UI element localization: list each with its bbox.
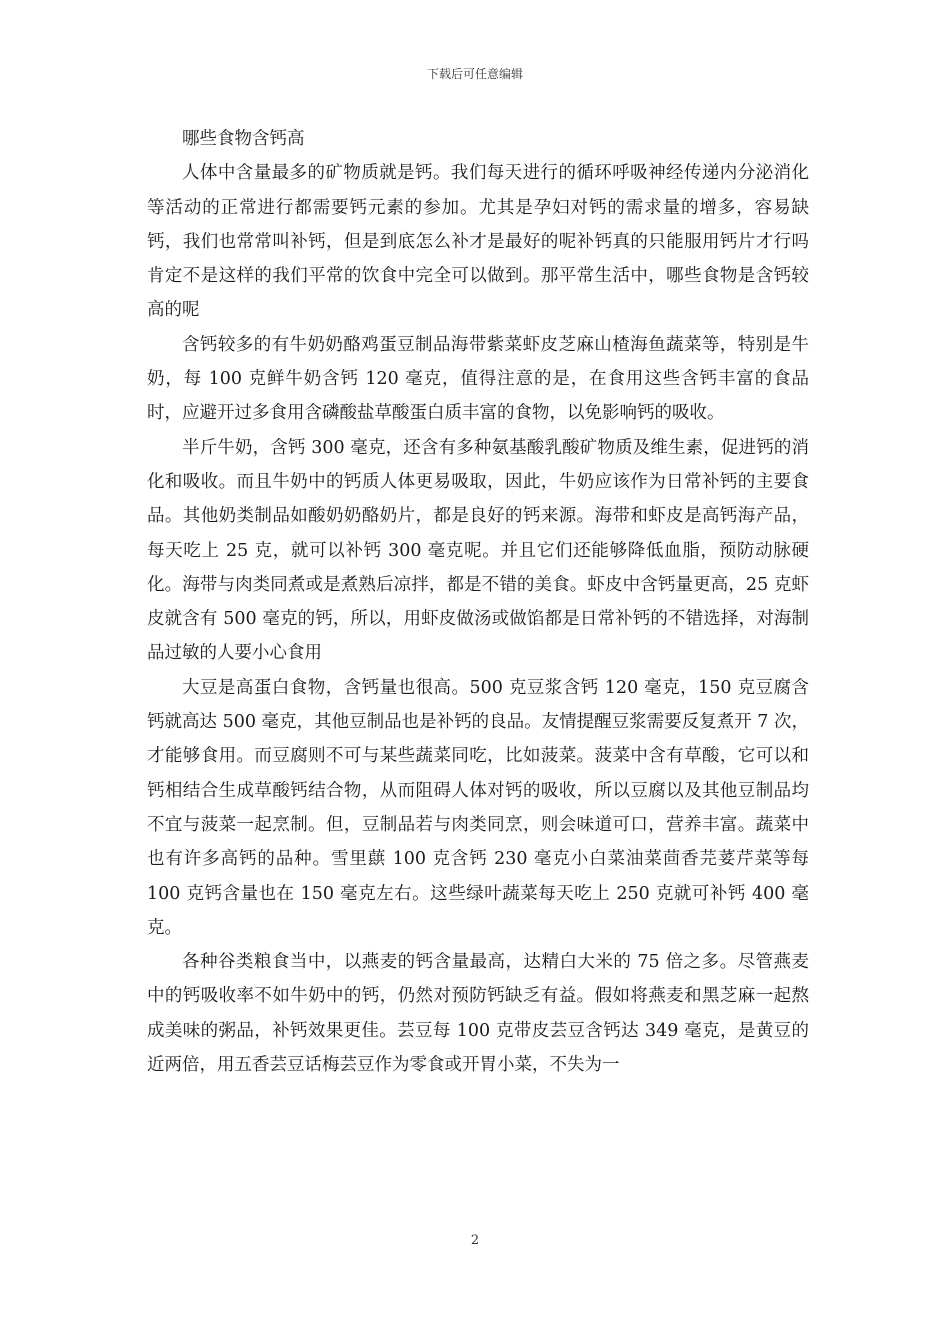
- page-number: 2: [470, 1233, 480, 1248]
- article-body: [147, 122, 809, 1082]
- paragraph-2: 含钙较多的有牛奶奶酪鸡蛋豆制品海带紫菜虾皮芝麻山楂海鱼蔬菜等，特别是牛奶，每 100 克鲜牛奶含钙 120 毫克，值得注意的是，在食用这些含钙丰富的食品时，应避开过多食用含磷酸盐草酸蛋白质丰富的食物，以免影响钙的吸收。: [147, 334, 809, 424]
- paragraph-4: 大豆是高蛋白食物，含钙量也很高。500 克豆浆含钙 120 毫克，150 克豆腐含钙就高达 500 毫克，其他豆制品也是补钙的良品。友情提醒豆浆需要反复煮开 7 次，才能够食用。而豆腐则不可与某些蔬菜同吃，比如菠菜。菠菜中含有草酸，它可以和钙相结合生成草酸钙结合物，从而阻碍人体对钙的吸收，所以豆腐以及其他豆制品均不宜与菠菜一起烹制。但，豆制品若与肉类同烹，则会味道可口，营养丰富。蔬菜中也有许多高钙的品种。雪里蕻 100 克含钙 230 毫克小白菜油菜茴香芫荽芹菜等每 100 克钙含量也在 150 毫克左右。这些绿叶蔬菜每天吃上 250 克就可补钙 400 毫克。: [147, 677, 809, 938]
- page-header: 下载后可任意编辑: [426, 67, 523, 81]
- paragraph-1: 人体中含量最多的矿物质就是钙。我们每天进行的循环呼吸神经传递内分泌消化等活动的正常进行都需要钙元素的参加。尤其是孕妇对钙的需求量的增多，容易缺钙，我们也常常叫补钙，但是到底怎么补才是最好的呢补钙真的只能服用钙片才行吗肯定不是这样的我们平常的饮食中完全可以做到。那平常生活中，哪些食物是含钙较高的呢: [147, 163, 809, 321]
- paragraph-5: 各种谷类粮食当中，以燕麦的钙含量最高，达精白大米的 75 倍之多。尽管燕麦中的钙吸收率不如牛奶中的钙，仍然对预防钙缺乏有益。假如将燕麦和黑芝麻一起熬成美味的粥品，补钙效果更佳。芸豆每 100 克带皮芸豆含钙达 349 毫克，是黄豆的近两倍，用五香芸豆话梅芸豆作为零食或开胃小菜，不失为一: [147, 952, 809, 1076]
- paragraph-3: 半斤牛奶，含钙 300 毫克，还含有多种氨基酸乳酸矿物质及维生素，促进钙的消化和吸收。而且牛奶中的钙质人体更易吸取，因此，牛奶应该作为日常补钙的主要食品。其他奶类制品如酸奶奶酪奶片，都是良好的钙来源。海带和虾皮是高钙海产品，每天吃上 25 克，就可以补钙 300 毫克呢。并且它们还能够降低血脂，预防动脉硬化。海带与肉类同煮或是煮熟后凉拌，都是不错的美食。虾皮中含钙量更高，25 克虾皮就含有 500 毫克的钙，所以，用虾皮做汤或做馅都是日常补钙的不错选择，对海制品过敏的人要小心食用: [147, 437, 809, 664]
- article-title: 哪些食物含钙高: [182, 129, 305, 149]
